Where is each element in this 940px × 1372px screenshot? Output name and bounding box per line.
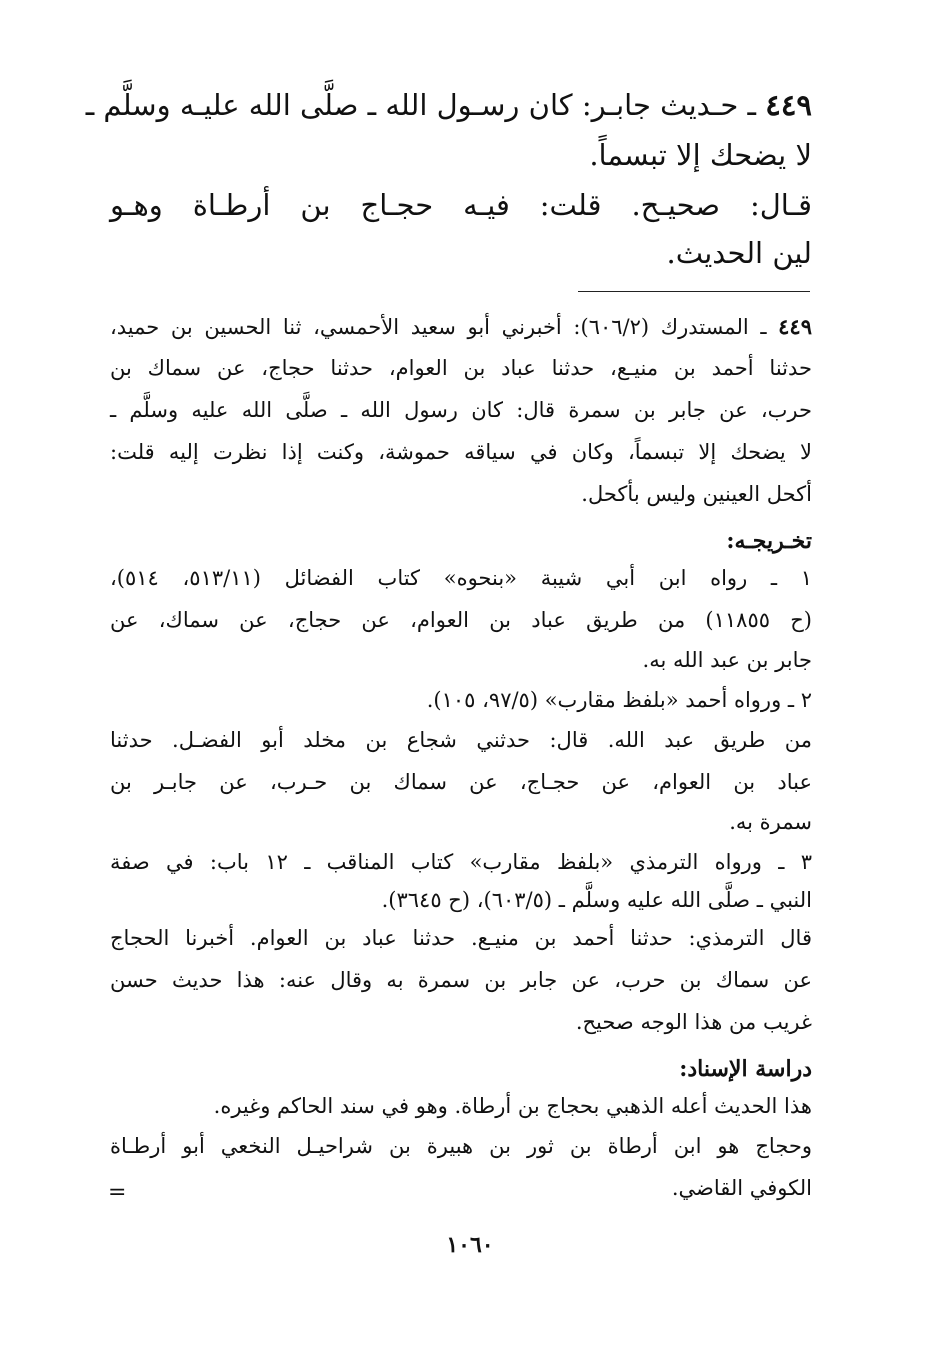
hadith-line-3: قـال: صحيـح. قلت: فيـه حجـاج بن أرطـاة وهـو [110, 188, 812, 222]
takhrij-line: قال الترمذي: حدثنا أحمد بن منيـع. حدثنا عباد بن العوام. أخبرنا الحجاج [110, 926, 812, 950]
footnote-line-5: أكحل العينين وليس بأكحل. [581, 482, 812, 506]
dirasa-line: وحجاج هو ابن أرطاة بن ثور بن هبيرة بن شراحيـل النخعي أبو أرطـاة [110, 1134, 812, 1158]
footnote-separator [578, 291, 810, 292]
takhrij-line: سمرة به. [729, 810, 812, 834]
takhrij-line: عباد بن العوام، عن حجـاج، عن سماك بن حـرب، عن جابـر بن [110, 770, 812, 794]
hadith-line-2: لا يضحك إلا تبسماً. [589, 138, 812, 172]
dirasa-heading: دراسة الإسناد: [679, 1056, 812, 1082]
hadith-line-4: لين الحديث. [666, 236, 812, 270]
dirasa-line: الكوفي القاضي. [671, 1176, 812, 1200]
hadith-line-1: ٤٤٩ ـ حـديث جابـر: كان رسـول الله ـ صلَّى الله عليـه وسلَّم ـ [85, 88, 812, 122]
footnote-line-3: حرب، عن جابر بن سمرة قال: كان رسول الله ـ صلَّى الله عليه وسلَّم ـ [110, 398, 812, 422]
takhrij-line: ٣ ـ ورواه الترمذي «بلفظ مقارب» كتاب المناقب ـ ١٢ باب: في صفة [110, 850, 812, 874]
footnote-number: ٤٤٩ [778, 314, 812, 339]
takhrij-line: ٢ ـ ورواه أحمد «بلفظ مقارب» (٩٧/٥، ١٠٥). [426, 688, 812, 712]
footnote-line-2: حدثنا أحمد بن منيـع، حدثنا عباد بن العوام، حدثنا حجاج، عن سماك بن [110, 356, 812, 380]
takhrij-line: من طريق عبد الله. قال: حدثني شجاع بن مخلد أبو الفضـل. حدثنا [110, 728, 812, 752]
takhrij-line: جابر بن عبد الله به. [642, 648, 812, 672]
takhrij-line: (ح ١١٨٥٥) من طريق عباد بن العوام، عن حجاج، عن سماك، عن [110, 608, 812, 632]
footnote-line-1: ٤٤٩ ـ المستدرك (٦٠٦/٢): أخبرني أبو سعيد الأحمسي، ثنا الحسين بن حميد، [110, 314, 812, 339]
footnote-line-4: لا يضحك إلا تبسماً، وكان في سياقه حموشة، وكنت إذا نظرت إليه قلت: [110, 440, 812, 464]
takhrij-line: ١ ـ رواه ابن أبي شيبة «بنحوه» كتاب الفضائل (٥١٣/١١، ٥١٤)، [110, 566, 813, 590]
dirasa-line: هذا الحديث أعله الذهبي بحجاج بن أرطاة. وهو في سند الحاكم وغيره. [213, 1094, 812, 1118]
takhrij-heading: تخـريجـه: [726, 528, 812, 554]
continuation-mark: = [108, 1180, 127, 1205]
takhrij-line: عن سماك بن حرب، عن جابر بن سمرة به وقال عنه: هذا حديث حسن [110, 968, 812, 992]
takhrij-line: غريب من هذا الوجه صحيح. [575, 1010, 812, 1034]
takhrij-line: النبي ـ صلَّى الله عليه وسلَّم ـ (٦٠٣/٥)، (ح ٣٦٤٥). [381, 888, 812, 912]
hadith-number: ٤٤٩ [765, 88, 812, 122]
page-number: ١٠٦٠ [446, 1232, 494, 1258]
